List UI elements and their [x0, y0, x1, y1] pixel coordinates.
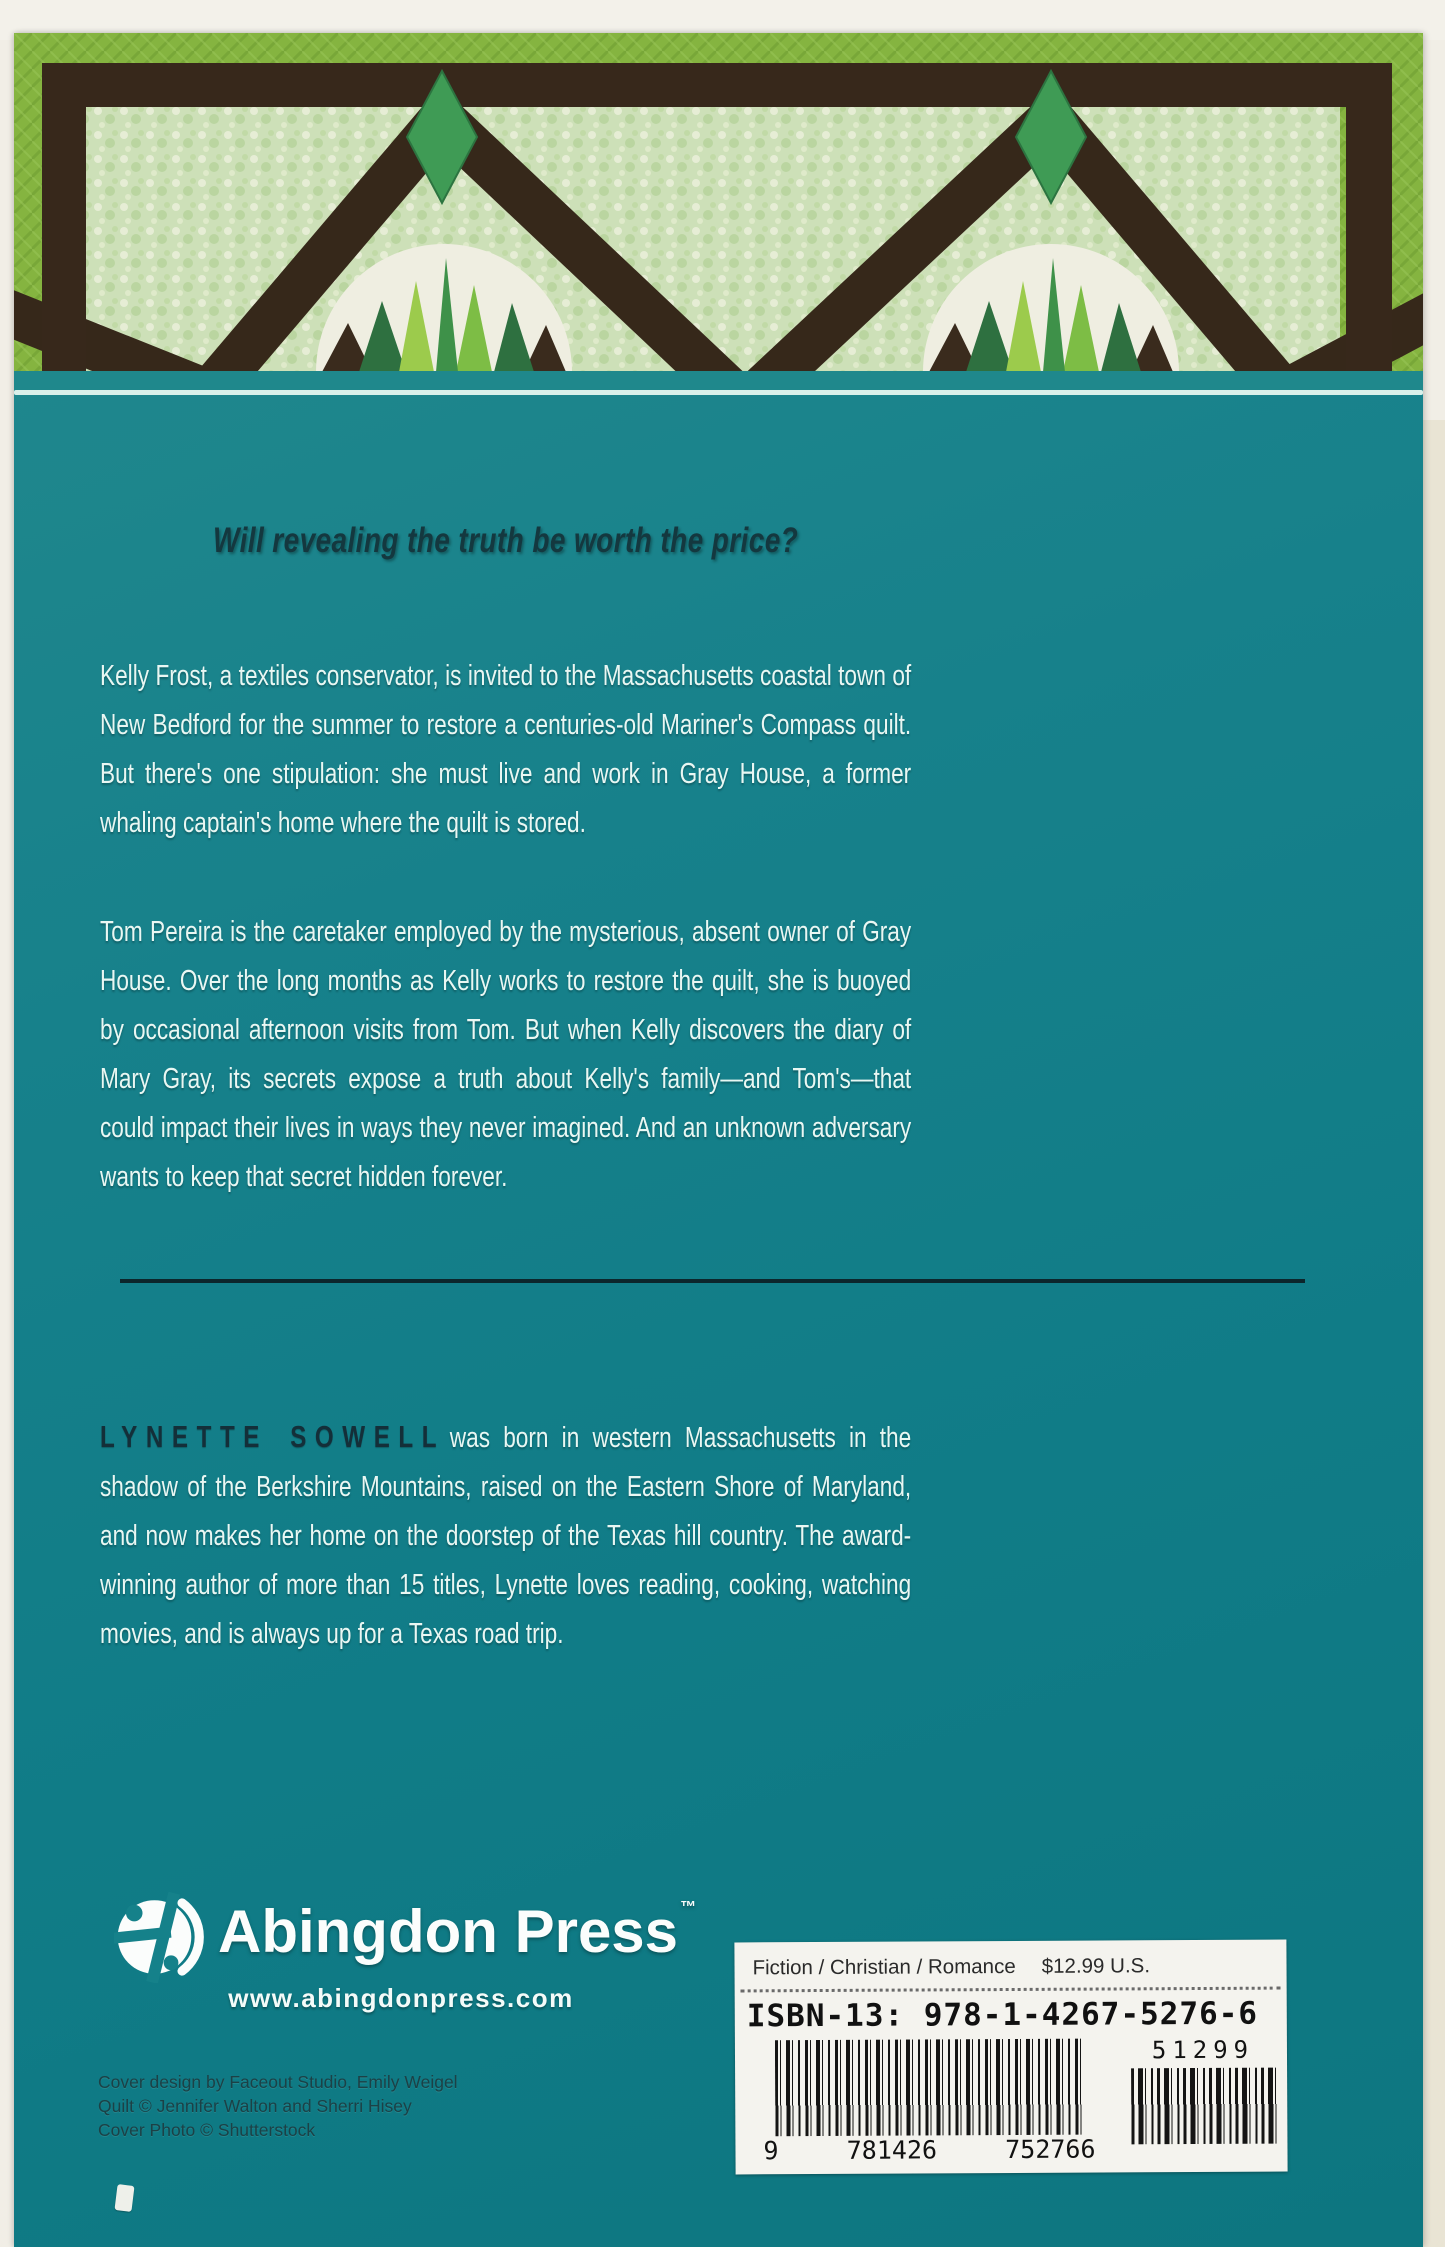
author-name: LYNETTE SOWELL [100, 1419, 446, 1454]
cover-credits [98, 2071, 458, 2143]
book-back-cover [14, 33, 1423, 2247]
genre-text: Fiction / Christian / Romance [752, 1954, 1016, 1980]
ean-digits: 9 781426 752766 [763, 2134, 1096, 2166]
synopsis-paragraph-1: Kelly Frost, a textiles conservator, is invited to the Massachusetts coastal town of New Bedford for the summer to restore a centuries-old Mariner's Compass quilt. But there's one stipulation: she must live and work in Gray House, a former whaling captain's home where the quilt is stored. [100, 660, 912, 839]
section-divider-rule [120, 1279, 1305, 1283]
barcode-label [734, 1940, 1287, 2175]
white-sticker-speck [114, 2184, 134, 2212]
teal-top-strip [14, 371, 1423, 390]
book-page-edge [1420, 420, 1445, 2247]
abingdon-cross-monogram-icon [114, 1891, 206, 1983]
trademark-symbol: ™ [680, 1899, 697, 1916]
genre-price-row [752, 1954, 1268, 1981]
credit-line: Cover design by Faceout Studio, Emily Weigel [98, 2072, 458, 2092]
cover-teal-panel [14, 371, 1423, 2247]
white-accent-line [14, 390, 1423, 395]
credit-line: Cover Photo © Shutterstock [98, 2120, 316, 2140]
author-bio-text: was born in western Massachusetts in the shadow of the Berkshire Mountains, raised on the Eastern Shore of Maryland, and now makes her home on the doorstep of the Texas hill country. The award-winning author of more than 15 titles, Lynette loves reading, cooking, watching movies, and is always up for a Texas road trip. [100, 1422, 912, 1650]
isbn-number: 978-1-4267-5276-6 [923, 1995, 1259, 2034]
credit-line: Quilt © Jennifer Walton and Sherri Hisey [98, 2096, 412, 2116]
price-addon-code: 51299 [1151, 2035, 1255, 2065]
ean-barcode [775, 2039, 1083, 2137]
isbn-line: ISBN-13: 978-1-4267-5276-6 [746, 1995, 1259, 2035]
dotted-separator [741, 1987, 1281, 1993]
synopsis-paragraph-2: Tom Pereira is the caretaker employed by the mysterious, absent owner of Gray House. Over the long months as Kelly works to restore the quilt, she is buoyed by occasional afternoon visits from Tom. But when Kelly discovers the diary of Mary Gray, its secrets expose a truth about Kelly's family—and Tom's—that could impact their lives in ways they never imagined. And an unknown adversary wants to keep that secret hidden forever. [100, 916, 912, 1193]
price-text: $12.99 U.S. [1041, 1954, 1151, 1978]
price-addon-barcode [1131, 2068, 1279, 2145]
author-bio [100, 1412, 911, 1659]
publisher-website: www.abingdonpress.com [228, 1983, 574, 2013]
tagline: Will revealing the truth be worth the price? [213, 521, 799, 560]
quilt-photo [14, 33, 1423, 372]
publisher-name: Abingdon Press ™ [218, 1898, 697, 1965]
